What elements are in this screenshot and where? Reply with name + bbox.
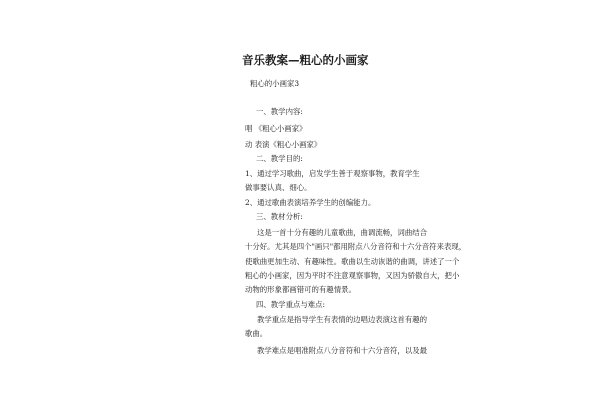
document-title: 音乐教案—粗心的小画家 <box>242 53 369 67</box>
analysis-line: 这是一首十分有趣的儿童歌曲，曲调流畅，词曲结合 <box>257 228 427 237</box>
difficulty-line-1: 教学难点是唱准附点八分音符和十六分音符，以及最 <box>257 346 427 355</box>
analysis-line: 粗心的小画家，因为平时不注意观察事物，又因为骄傲自大，把小 <box>245 271 460 280</box>
analysis-line: 十分好。尤其是四个"画只"都用附点八分音符和十六分音符来表现， <box>245 242 467 251</box>
goal-1-line-2: 做事要认真、细心。 <box>245 183 312 192</box>
key-point-line-2: 歌曲。 <box>245 329 268 338</box>
document-subtitle: 粗心的小画家3 <box>250 79 300 88</box>
section-heading-content: 一、教学内容: <box>256 107 303 116</box>
goal-2: 2、通过歌曲表演培养学生的创编能力。 <box>245 198 376 207</box>
section-heading-goals: 二、教学目的: <box>256 154 303 163</box>
analysis-line: 使歌曲更加生动、有趣味性。歌曲以生动诙谐的曲调，讲述了一个 <box>245 257 460 266</box>
content-sing: 唱 《粗心小画家》 <box>245 124 307 133</box>
goal-1-line-1: 1、通过学习歌曲，启发学生善于观察事物，教育学生 <box>245 169 420 178</box>
analysis-line: 动物的形象都画错可的有趣情景。 <box>245 285 356 294</box>
section-heading-key-points: 四、教学重点与难点: <box>256 300 326 309</box>
section-heading-analysis: 三、教材分析: <box>256 212 303 221</box>
key-point-line-1: 教学重点是指导学生有表情的边唱边表演这首有趣的 <box>257 315 427 324</box>
content-act: 动 表演《粗心小画家》 <box>245 140 322 149</box>
